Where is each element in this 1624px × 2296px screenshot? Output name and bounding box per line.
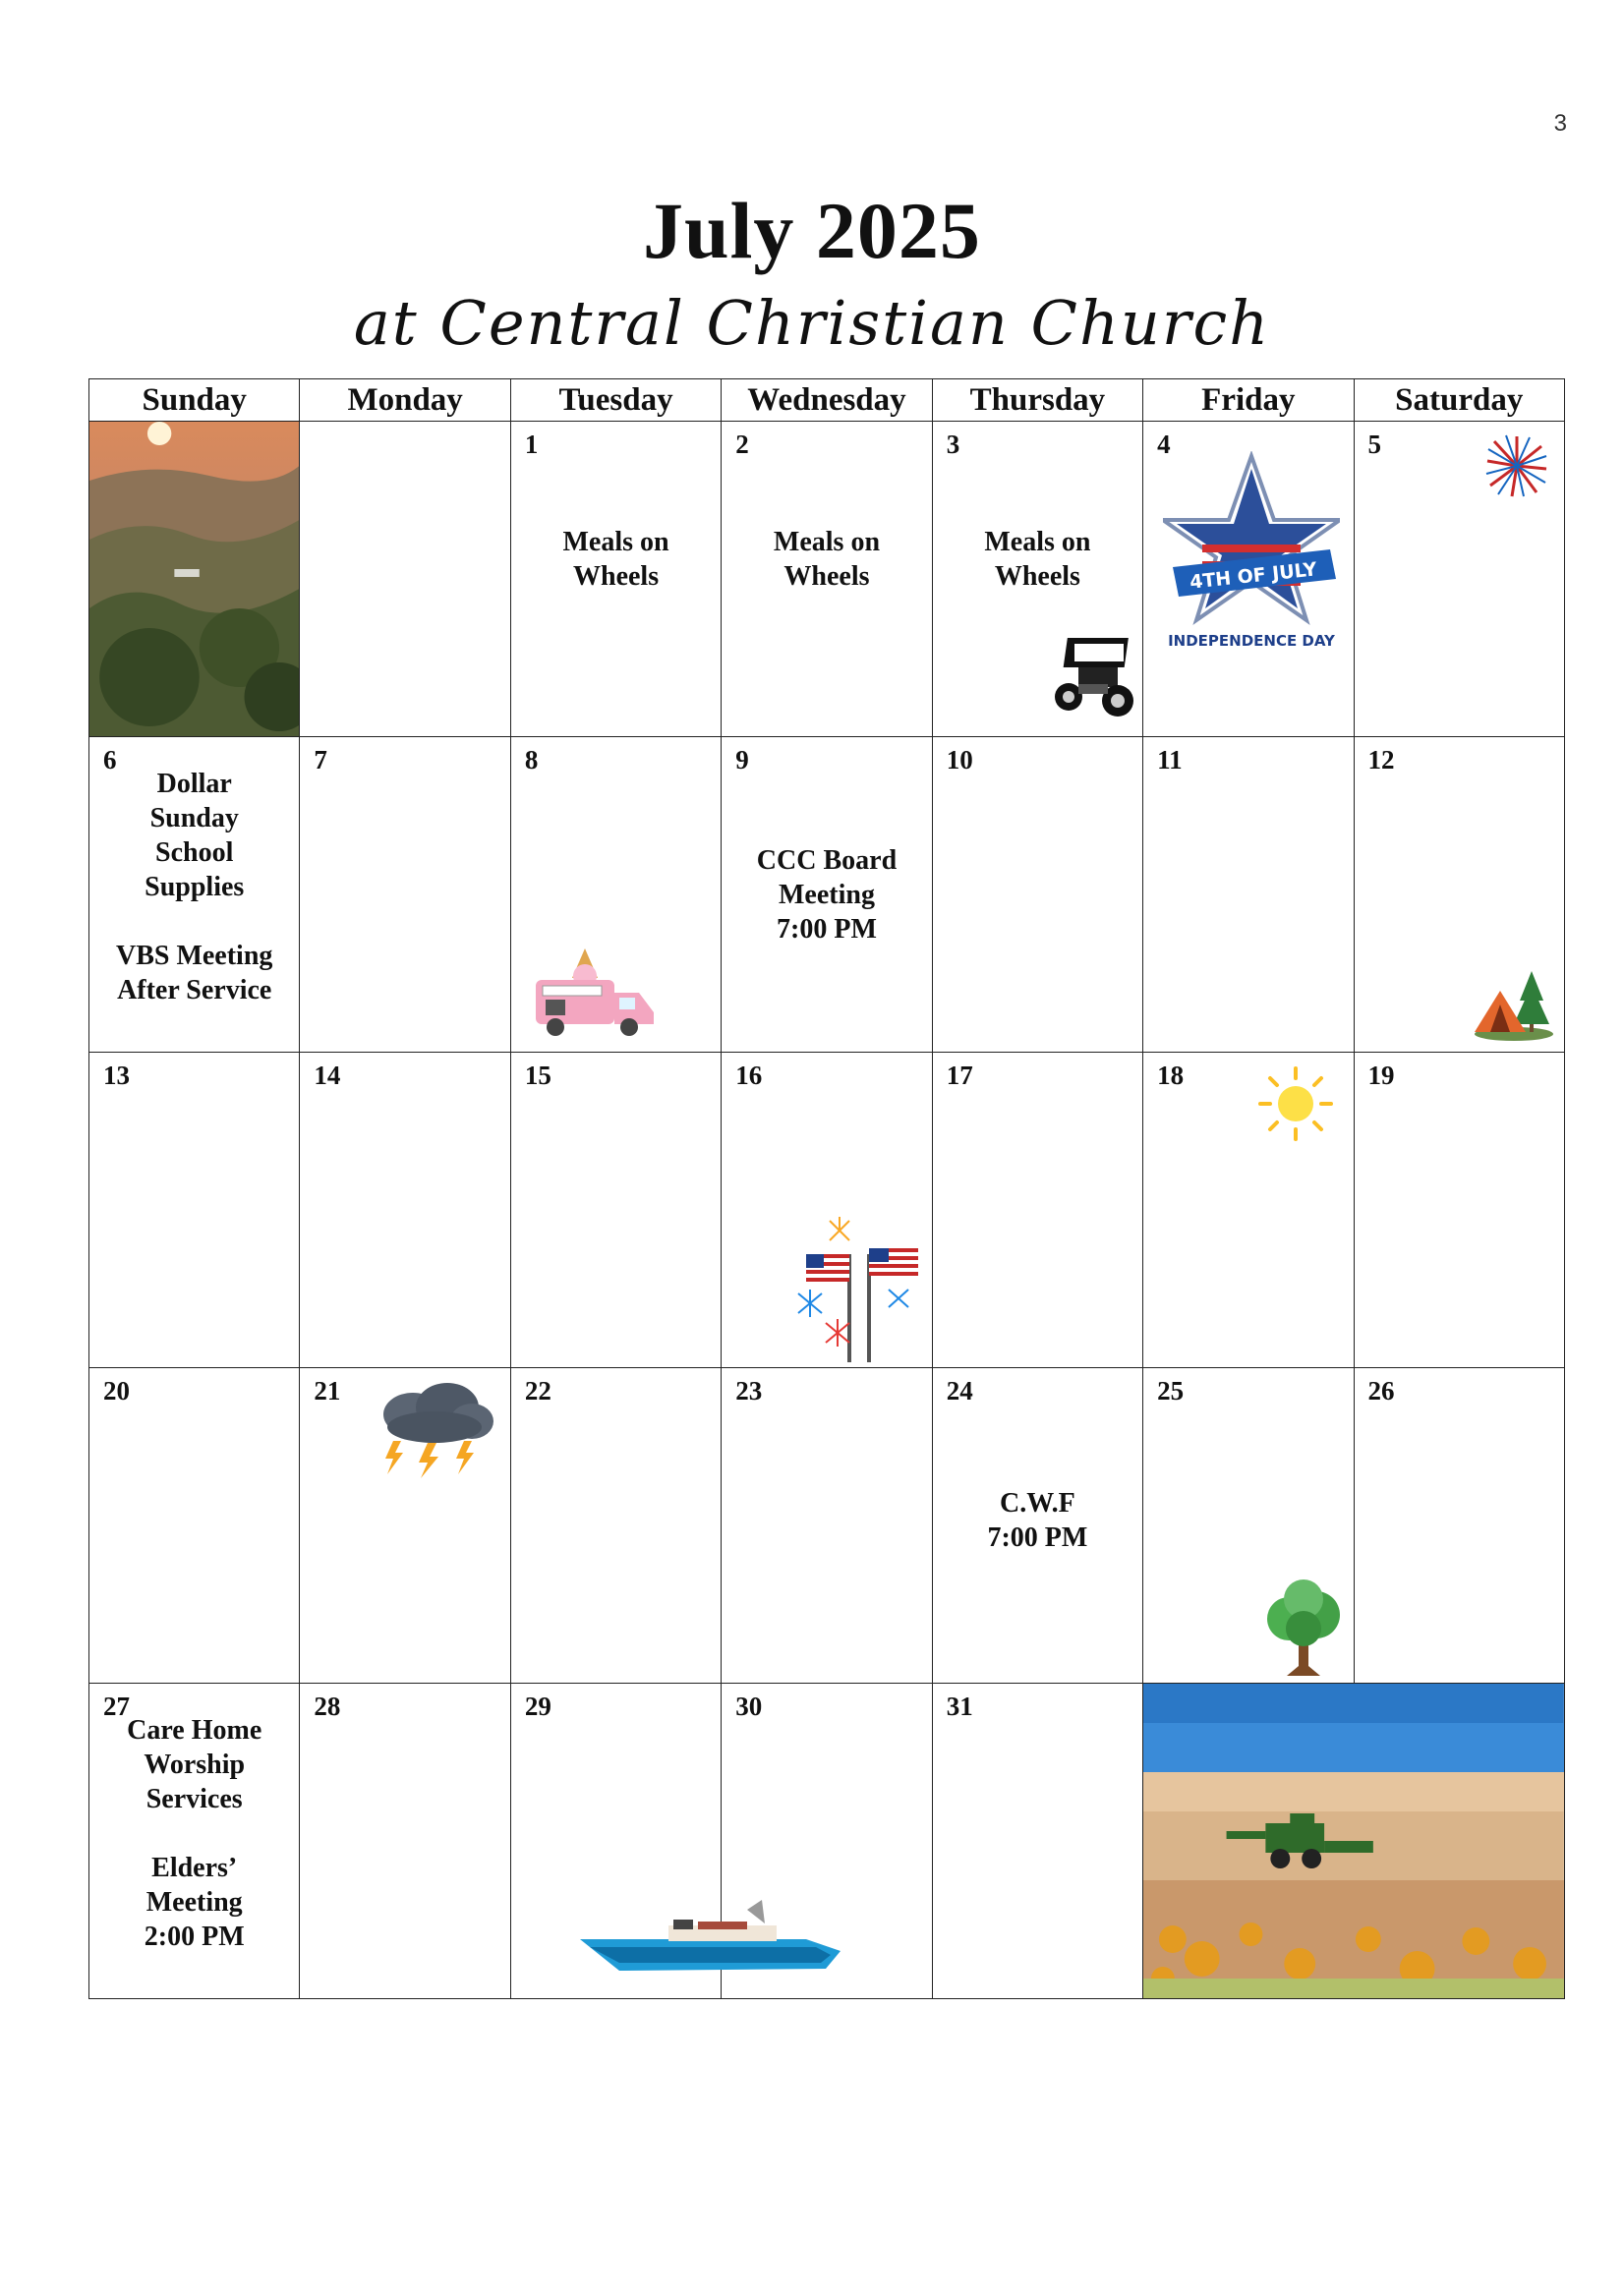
day-number: 7 [314, 745, 327, 775]
day-event: Meals on Wheels [773, 527, 881, 592]
ice-cream-truck-icon [531, 948, 659, 1042]
sun-icon [1256, 1064, 1335, 1143]
page-number: 3 [1553, 110, 1567, 137]
day-number: 27 [103, 1692, 130, 1721]
day-number: 29 [524, 1692, 551, 1721]
day-cell [1354, 422, 1564, 737]
flags-fireworks-icon [790, 1215, 928, 1362]
day-cell [510, 1684, 721, 1999]
day-cell [510, 1368, 721, 1684]
weekday-header: Friday [1143, 379, 1354, 422]
day-number: 1 [524, 430, 539, 459]
day-cell [722, 422, 932, 737]
day-number: 2 [735, 430, 749, 459]
combine-harvester-photo [1143, 1684, 1564, 1998]
empty-day-cell [300, 422, 510, 737]
calendar-subtitle: at Central Christian Church [353, 287, 1271, 359]
day-number: 28 [314, 1692, 341, 1721]
week-row [89, 737, 1565, 1053]
banner-text: 4TH OF JULY [1189, 558, 1318, 594]
day-number: 22 [524, 1376, 551, 1406]
day-event: Meals on Wheels [984, 527, 1091, 592]
day-cell [1143, 737, 1354, 1053]
day-number: 20 [103, 1376, 130, 1406]
day-event: C.W.F 7:00 PM [987, 1488, 1088, 1553]
day-cell [1143, 1053, 1354, 1368]
day-cell [89, 737, 300, 1053]
calendar-title: July 2025 [643, 186, 981, 275]
day-cell [89, 1368, 300, 1684]
week-row [89, 1368, 1565, 1684]
day-number: 11 [1157, 745, 1183, 775]
day-number: 25 [1157, 1376, 1185, 1406]
empty-day-cell [1143, 1684, 1565, 1999]
day-cell [1354, 1053, 1564, 1368]
day-number: 17 [946, 1061, 973, 1090]
day-cell [1143, 422, 1354, 737]
day-number: 14 [314, 1061, 341, 1090]
day-cell [89, 1684, 300, 1999]
day-number: 15 [524, 1061, 551, 1090]
day-number: 10 [946, 745, 973, 775]
weekday-header: Saturday [1354, 379, 1564, 422]
day-cell [722, 737, 932, 1053]
empty-day-cell [89, 422, 300, 737]
day-cell [932, 1684, 1142, 1999]
day-event: Care Home Worship Services Elders’ Meeting 2:00 PM [127, 1715, 262, 1952]
fourth-of-july-star-icon [1163, 451, 1340, 658]
day-cell [932, 1053, 1142, 1368]
day-cell [1354, 1368, 1564, 1684]
day-cell [1354, 737, 1564, 1053]
sprint-car-icon [1049, 630, 1137, 722]
day-number: 6 [103, 745, 117, 775]
day-cell [932, 422, 1142, 737]
day-cell [932, 1368, 1142, 1684]
weekday-header: Wednesday [722, 379, 932, 422]
week-row [89, 1053, 1565, 1368]
weekday-header-row [89, 379, 1565, 422]
day-number: 8 [524, 745, 539, 775]
day-number: 21 [314, 1376, 341, 1406]
day-cell [722, 1368, 932, 1684]
banner-caption: INDEPENDENCE DAY [1168, 632, 1336, 650]
storm-cloud-icon [374, 1380, 496, 1478]
day-cell [932, 737, 1142, 1053]
week-row [89, 422, 1565, 737]
day-number: 18 [1157, 1061, 1185, 1090]
day-cell [300, 1053, 510, 1368]
day-cell [722, 1053, 932, 1368]
weekday-header: Monday [300, 379, 510, 422]
day-number: 30 [735, 1692, 763, 1721]
weekday-header: Sunday [89, 379, 300, 422]
weekday-header: Thursday [932, 379, 1142, 422]
weekday-header: Tuesday [510, 379, 721, 422]
day-event: Meals on Wheels [562, 527, 669, 592]
day-number: 9 [735, 745, 749, 775]
day-event: CCC Board Meeting 7:00 PM [756, 845, 898, 945]
day-number: 5 [1367, 430, 1382, 459]
day-event: Dollar Sunday School Supplies VBS Meeting After Service [115, 769, 273, 1005]
day-cell [510, 1053, 721, 1368]
day-number: 31 [946, 1692, 973, 1721]
day-number: 4 [1157, 430, 1171, 459]
day-cell [300, 1368, 510, 1684]
sunset-landscape-photo [89, 422, 299, 736]
day-number: 16 [735, 1061, 763, 1090]
day-number: 23 [735, 1376, 763, 1406]
week-row [89, 1684, 1565, 1999]
speedboat-icon [580, 1900, 845, 1988]
day-cell [300, 737, 510, 1053]
day-number: 24 [946, 1376, 973, 1406]
day-number: 13 [103, 1061, 130, 1090]
day-cell [1143, 1368, 1354, 1684]
day-cell [510, 422, 721, 737]
tent-icon [1473, 971, 1555, 1042]
calendar-grid [88, 378, 1565, 1999]
fireworks-icon [1482, 431, 1551, 500]
tree-icon [1259, 1579, 1348, 1678]
day-number: 12 [1367, 745, 1395, 775]
day-number: 19 [1367, 1061, 1395, 1090]
day-cell [300, 1684, 510, 1999]
day-number: 3 [946, 430, 960, 459]
day-number: 26 [1367, 1376, 1395, 1406]
day-cell [89, 1053, 300, 1368]
day-cell [510, 737, 721, 1053]
